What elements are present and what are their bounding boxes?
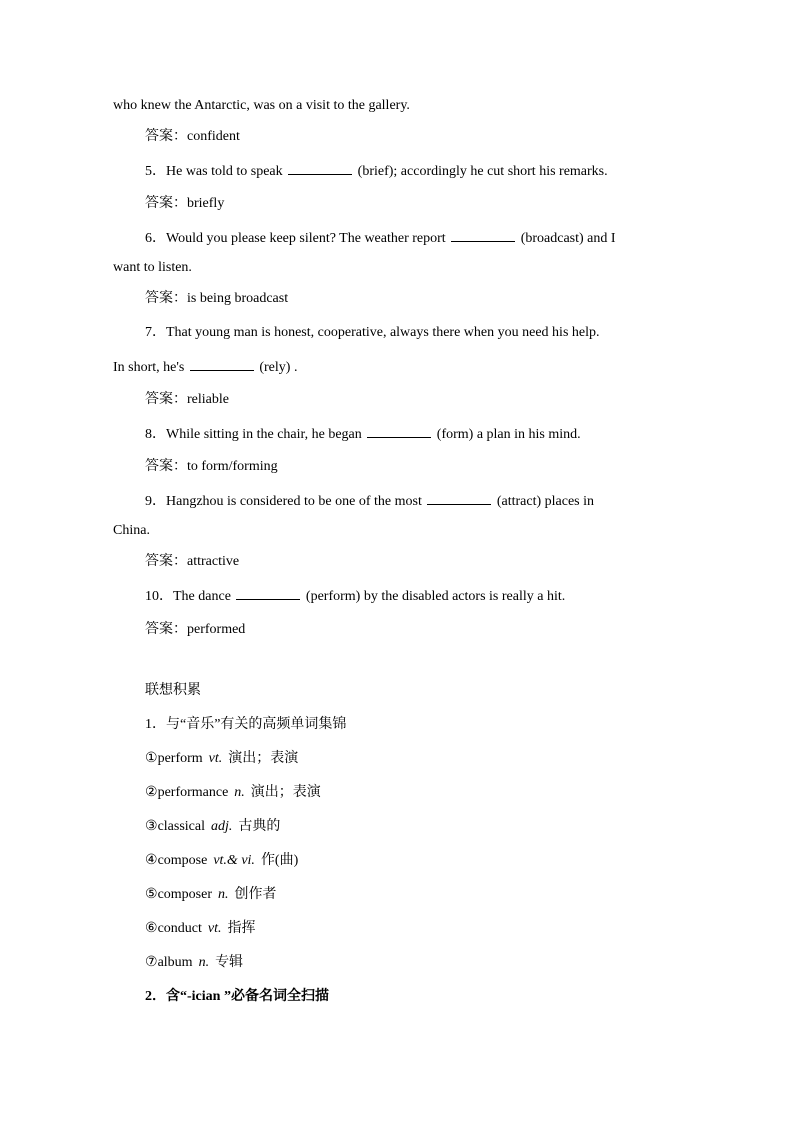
question-text: (rely) . [259, 360, 298, 375]
item-meaning: 作(曲) [260, 853, 299, 868]
section-heading: 2．含“-ician ”必备名词全扫描 [145, 989, 329, 1004]
item-word: compose [157, 853, 208, 868]
question-9 [145, 492, 594, 511]
item-meaning: 指挥 [227, 921, 256, 936]
item-word: performance [157, 785, 229, 800]
question-text: (attract) places in [496, 494, 594, 509]
text-line: China. [113, 523, 150, 538]
question-7: 7．That young man is honest, cooperative, always there when you need his help. [145, 325, 600, 340]
question-text: (brief); accordingly he cut short his remarks. [357, 164, 608, 179]
question-text: (form) a plan in his mind. [436, 427, 581, 442]
question-text: In short, he's [113, 360, 185, 375]
item-pos: vt. [208, 751, 223, 766]
answer-9: 答案：attractive [145, 554, 240, 569]
item-pos: vt.& vi. [213, 853, 255, 868]
answer-blank [367, 425, 431, 438]
question-6 [145, 229, 616, 248]
item-pos: adj. [210, 819, 233, 834]
question-10 [145, 587, 565, 606]
text-line [113, 358, 297, 377]
answer-8: 答案：to form/forming [145, 459, 278, 474]
question-text: 5．He was told to speak [145, 164, 283, 179]
question-text: (perform) by the disabled actors is really a hit. [305, 589, 566, 604]
item-pos: n. [198, 955, 210, 970]
answer-5: 答案：briefly [145, 196, 225, 211]
item-number: ⑤ [145, 887, 158, 902]
answer-7: 答案：reliable [145, 392, 229, 407]
item-number: ② [145, 785, 158, 800]
item-meaning: 专辑 [215, 955, 244, 970]
item-meaning: 创作者 [234, 887, 277, 902]
question-text: (broadcast) and I [520, 231, 616, 246]
vocab-item [145, 818, 280, 836]
vocab-item [145, 954, 243, 972]
vocab-item [145, 852, 298, 870]
answer-4: 答案：confident [145, 129, 240, 144]
item-word: perform [157, 751, 203, 766]
vocab-item [145, 784, 321, 802]
item-word: album [157, 955, 193, 970]
item-number: ③ [145, 819, 158, 834]
item-meaning: 演出；表演 [250, 785, 321, 800]
item-word: classical [157, 819, 205, 834]
question-text: 8．While sitting in the chair, he began [145, 427, 362, 442]
section-heading: 1．与“音乐”有关的高频单词集锦 [145, 717, 347, 732]
question-text: 9．Hangzhou is considered to be one of the most [145, 494, 422, 509]
answer-10: 答案：performed [145, 622, 246, 637]
answer-blank [451, 229, 515, 242]
vocab-item [145, 920, 256, 938]
item-number: ⑥ [145, 921, 158, 936]
item-number: ④ [145, 853, 158, 868]
question-8 [145, 425, 581, 444]
question-text: 6．Would you please keep silent? The weather report [145, 231, 446, 246]
text-line: who knew the Antarctic, was on a visit to the gallery. [113, 98, 410, 113]
vocab-item [145, 750, 298, 768]
item-number: ① [145, 751, 158, 766]
answer-blank [288, 162, 352, 175]
answer-6: 答案：is being broadcast [145, 291, 289, 306]
item-number: ⑦ [145, 955, 158, 970]
item-pos: n. [218, 887, 229, 902]
text-line: want to listen. [113, 260, 192, 275]
answer-blank [190, 358, 254, 371]
item-pos: n. [234, 785, 245, 800]
answer-blank [427, 492, 491, 505]
question-5 [145, 162, 608, 181]
item-meaning: 演出；表演 [228, 751, 299, 766]
item-meaning: 古典的 [238, 819, 281, 834]
item-pos: vt. [207, 921, 222, 936]
vocab-item [145, 886, 277, 904]
item-word: composer [157, 887, 212, 902]
question-text: 10．The dance [145, 589, 231, 604]
answer-blank [236, 587, 300, 600]
section-title: 联想积累 [145, 683, 201, 698]
item-word: conduct [157, 921, 202, 936]
